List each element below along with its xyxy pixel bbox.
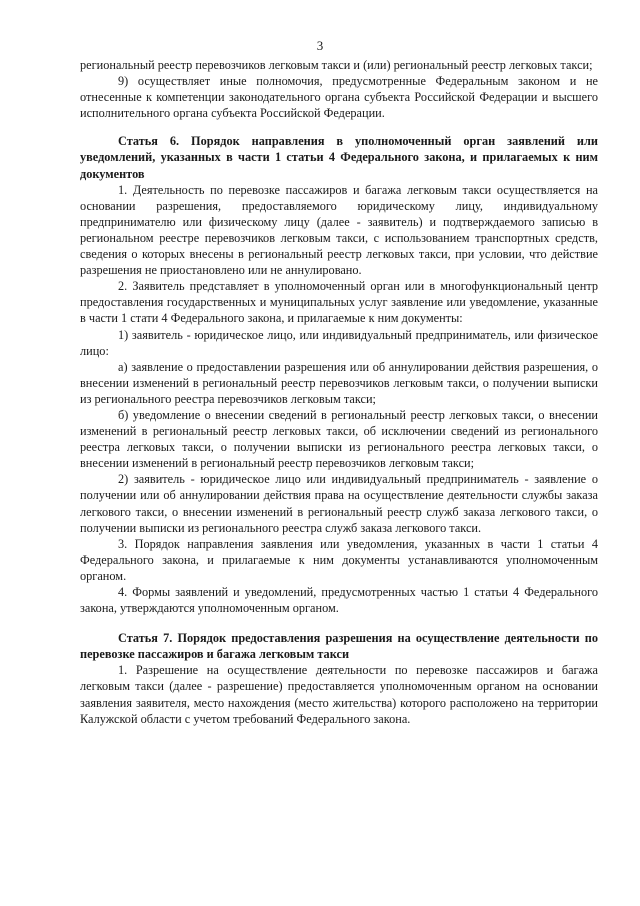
paragraph-continuation: региональный реестр перевозчиков легковым такси и (или) региональный реестр легковых такси; (80, 58, 593, 72)
paragraph-item-9: 9) осуществляет иные полномочия, предусмотренные Федеральным законом и не отнесенные к компетенции законодательного органа субъекта Российской Федерации и высшего исполнительного органа субъекта Российской Федерации. (80, 74, 598, 121)
article-6-part-2-item-2: 2) заявитель - юридическое лицо или индивидуальный предприниматель - заявление о получении или об аннулировании действия права на осуществление деятельности службы заказа легкового такси, о внесении изменений в региональный реестр служб заказа легкового такси, о получении выписки из регионального реестра служб заказа легкового такси. (80, 472, 598, 535)
document-body (80, 57, 598, 727)
article-6-part-2: 2. Заявитель представляет в уполномоченный орган или в многофункциональный центр предоставления государственных и муниципальных услуг заявление или уведомление, указанные в части 1 стати 4 Федерального закона, и прилагаемые к ним документы: (80, 279, 598, 326)
article-6-part-2-item-1-a: а) заявление о предоставлении разрешения или об аннулировании действия разрешения, о внесении изменений в региональный реестр перевозчиков легковым такси, о получении выписки из регионального реестра перевозчиков легковым такси; (80, 359, 598, 406)
article-6-part-4: 4. Формы заявлений и уведомлений, предусмотренных частью 1 статьи 4 Федерального закона, утверждаются уполномоченным органом. (80, 585, 598, 616)
article-7-part-1: 1. Разрешение на осуществление деятельности по перевозке пассажиров и багажа легковым такси (далее - разрешение) предоставляется уполномоченным органом на основании заявления заявителя, место нахождения (место жительства) которого расположено на территории Калужской области с учетом требований Федерального закона. (80, 663, 598, 726)
article-6-part-1: 1. Деятельность по перевозке пассажиров и багажа легковым такси осуществляется на основании разрешения, предоставляемого юридическому лицу, индивидуальному предпринимателю или физическому лицу (далее - заявитель) и подтверждаемого записью в региональном реестре перевозчиков легковым такси, с использованием транспортных средств, сведения о которых внесены в региональный реестр легковых такси, при условии, что действие разрешения не приостановлено или не аннулировано. (80, 182, 598, 278)
article-6-heading: Статья 6. Порядок направления в уполномоченный орган заявлений или уведомлений, указанных в части 1 статьи 4 Федерального закона, и прилагаемых к ним документов (80, 134, 598, 181)
article-6-part-2-item-1: 1) заявитель - юридическое лицо, или индивидуальный предприниматель, или физическое лицо: (80, 327, 598, 358)
article-6-part-2-item-1-b: б) уведомление о внесении сведений в региональный реестр легковых такси, о внесении изменений в региональный реестр легковых такси, об исключении сведений из регионального реестра легковых такси, о получении выписки из регионального реестра легковых такси, о внесении изменений в региональный реестр перевозчиков легковым такси; (80, 407, 598, 471)
article-7-heading: Статья 7. Порядок предоставления разрешения на осуществление деятельности по перевозке пассажиров и багажа легковым такси (80, 631, 598, 662)
page-number: 3 (316, 38, 324, 53)
article-6-part-3: 3. Порядок направления заявления или уведомления, указанных в части 1 статьи 4 Федерального закона, и прилагаемые к ним документы устанавливаются уполномоченным органом. (80, 536, 598, 583)
